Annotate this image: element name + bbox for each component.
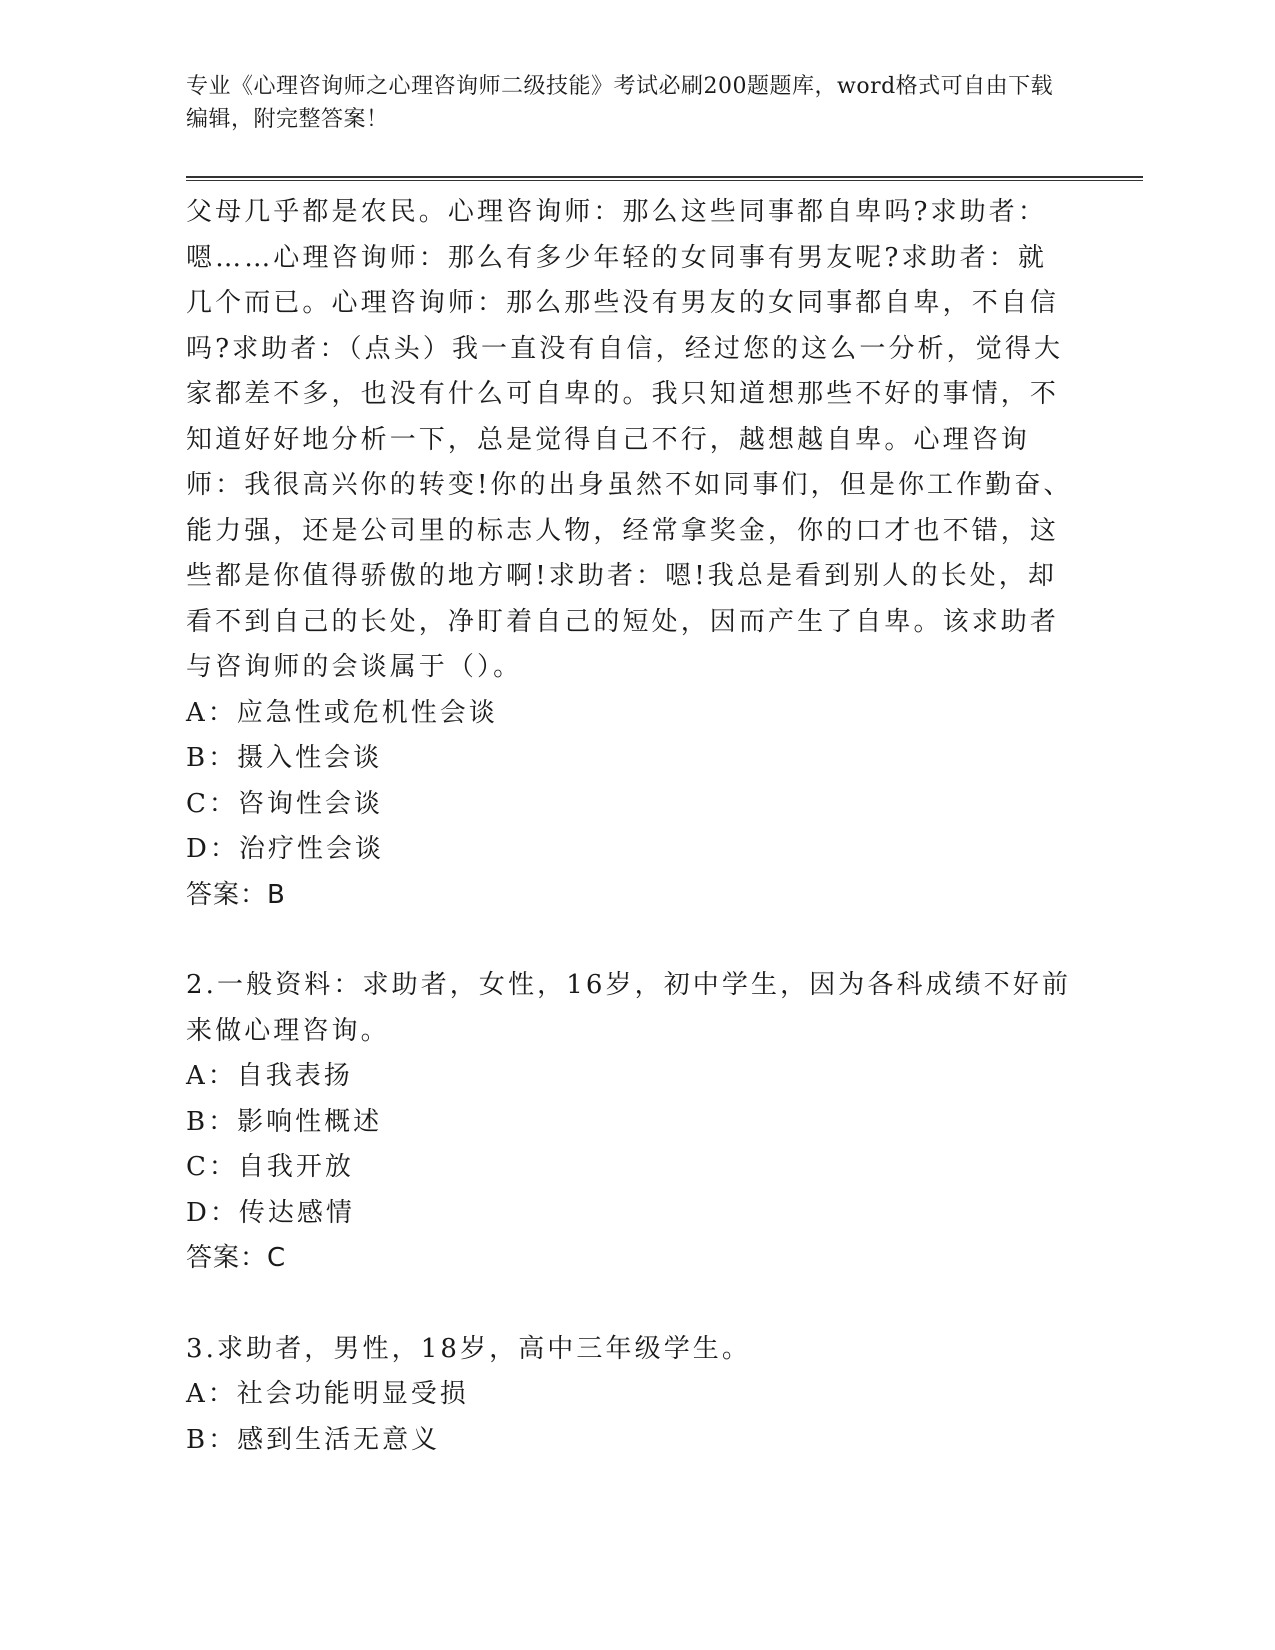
- question-stem: 2.一般资料：求助者，女性，16岁，初中学生，因为各科成绩不好前来做心理咨询。: [186, 970, 1072, 1046]
- question-list: [186, 190, 1076, 1463]
- question-stem: 3.求助者，男性，18岁，高中三年级学生。: [186, 1333, 751, 1364]
- question-stem: 父母几乎都是农民。心理咨询师：那么这些同事都自卑吗?求助者：嗯……心理咨询师：那么有多少年轻的女同事有男友呢?求助者：就几个而已。心理咨询师：那么那些没有男友的女同事都自卑，不自信吗?求助者：（点头）我一直没有自信，经过您的这么一分析，觉得大家都差不多，也没有什么可自卑的。我只知道想那些不好的事情，不知道好好地分析一下，总是觉得自己不行，越想越自卑。心理咨询师：我很高兴你的转变!你的出身虽然不如同事们，但是你工作勤奋、能力强，还是公司里的标志人物，经常拿奖金，你的口才也不错，这些都是你值得骄傲的地方啊!求助者：嗯!我总是看到别人的长处，却看不到自己的长处，净盯着自己的短处，因而产生了自卑。该求助者与咨询师的会谈属于（）。: [186, 197, 1073, 682]
- option-a: A：自我表扬: [186, 1061, 353, 1091]
- question-gap: [186, 1282, 1076, 1327]
- option-c: C：自我开放: [186, 1152, 354, 1182]
- question-1: [186, 190, 1076, 918]
- answer-line: 答案：B: [186, 879, 286, 910]
- answer-line: 答案：C: [186, 1243, 287, 1273]
- option-d: D：传达感情: [186, 1197, 355, 1228]
- option-b: B：摄入性会谈: [186, 743, 383, 773]
- header-divider: [186, 176, 1143, 181]
- document-title: 专业《心理咨询师之心理咨询师二级技能》考试必刷200题题库，word格式可自由下载编辑，附完整答案！: [186, 74, 1054, 132]
- page-header: [186, 70, 1066, 136]
- option-b: B：影响性概述: [186, 1106, 383, 1137]
- question-2: [186, 963, 1076, 1282]
- option-c: C：咨询性会谈: [186, 788, 383, 819]
- question-3: [186, 1327, 1076, 1464]
- option-d: D：治疗性会谈: [186, 834, 384, 864]
- option-b: B：感到生活无意义: [186, 1424, 441, 1455]
- question-gap: [186, 918, 1076, 963]
- option-a: A：社会功能明显受损: [186, 1379, 469, 1409]
- option-a: A：应急性或危机性会谈: [186, 697, 498, 728]
